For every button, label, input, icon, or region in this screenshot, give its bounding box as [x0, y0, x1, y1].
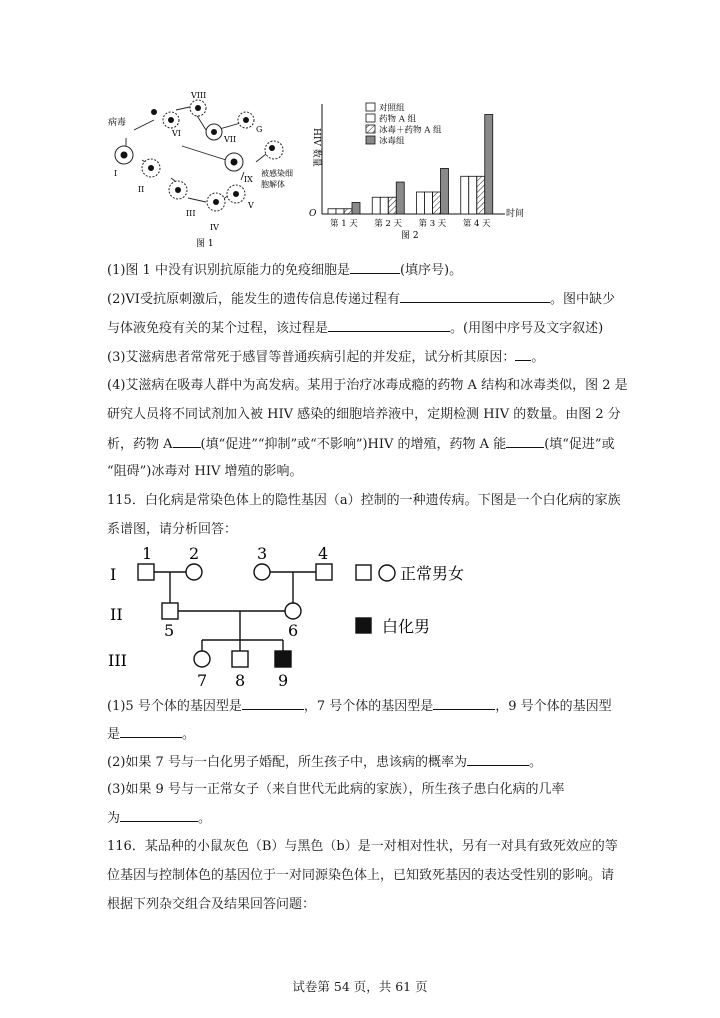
q114-3-text: (3)艾滋病患者常常死于感冒等普通疾病引起的并发症，试分析其原因： [107, 350, 516, 365]
individual-number: 2 [189, 544, 200, 563]
pedigree-chart [100, 540, 520, 690]
chart-legend-swatch [366, 125, 375, 133]
individual-number: 7 [197, 671, 208, 690]
chart-bar [344, 209, 352, 214]
chart-bar [328, 209, 336, 214]
q115-intro-2: 系谱图，请分析回答： [107, 522, 238, 537]
chart-bar [441, 168, 449, 214]
q116-line-1: 116．某品种的小鼠灰色（B）与黑色（b）是一对相对性状，另有一对具有致死效应的等 [107, 839, 618, 854]
chart-bar [388, 197, 396, 214]
answer-blank[interactable] [328, 319, 450, 332]
individual-9-affected-male [275, 651, 291, 667]
chart-legend-label: 冰毒＋药物 A 组 [379, 125, 442, 136]
chart-legend-label: 冰毒组 [379, 136, 405, 147]
generation-label: I [110, 565, 117, 584]
q114-2-text-end: 。图中缺少 [549, 292, 615, 307]
answer-blank[interactable] [467, 753, 529, 766]
individual-number: 1 [142, 544, 153, 563]
q115-2-text: (2)如果 7 号与一白化男子婚配，所生孩子中，患该病的概率为 [107, 755, 467, 770]
answer-blank[interactable] [242, 697, 304, 710]
q115-2-text-end: 。 [528, 755, 542, 770]
chart-legend-label: 对照组 [379, 103, 405, 114]
chart-bar [433, 192, 441, 214]
chart-bar [461, 176, 469, 214]
chart-legend-label: 药物 A 组 [379, 114, 417, 125]
individual-8-male [232, 651, 248, 667]
roman-label: III [186, 209, 196, 218]
roman-label: IV [210, 223, 219, 232]
lysis-label: 胞解体 [261, 180, 285, 189]
answer-blank[interactable] [120, 809, 198, 822]
chart-origin-label: O [309, 209, 317, 219]
q114-4-text: (填“促进”“抑制”或“不影响”)HIV 的增殖，药物 A 能 [200, 437, 507, 452]
generation-label: II [110, 605, 123, 624]
virus-label: 病毒 [108, 118, 127, 128]
individual-3-female [254, 564, 270, 580]
answer-blank[interactable] [515, 348, 531, 361]
answer-blank[interactable] [120, 725, 182, 738]
page-footer: 试卷第 54 页，共 61 页 [292, 979, 428, 994]
individual-number: 4 [318, 544, 329, 563]
chart-bar [372, 197, 380, 214]
roman-label: II [138, 185, 145, 194]
roman-label: V [248, 201, 254, 210]
chart-x-tick-label: 第 2 天 [374, 219, 403, 229]
answer-blank[interactable] [400, 290, 550, 303]
q115-1-text: ，9 号个体的基因型 [495, 699, 612, 714]
chart-bar [469, 176, 477, 214]
chart-legend-swatch [366, 136, 375, 144]
chart-y-axis-label: HIV 数量 [311, 128, 321, 167]
chart-bar [425, 192, 433, 214]
answer-blank[interactable] [506, 435, 544, 448]
q115-item-2 [107, 753, 542, 772]
chart-bar [477, 176, 485, 214]
legend-albino-male-icon [356, 618, 371, 633]
roman-label: IX [244, 175, 253, 184]
q114-item-4-line2: 研究人员将不同试剂加入被 HIV 感染的细胞培养液中，定期检测 HIV 的数量。由图 2 分 [107, 407, 621, 422]
individual-number: 3 [257, 544, 268, 563]
generation-label: III [108, 651, 127, 670]
q115-1-text: 是 [107, 727, 121, 742]
roman-label: VIII [191, 91, 207, 100]
q116-line-3: 根据下列杂交组合及结果回答问题： [107, 897, 316, 912]
q114-item-2 [107, 290, 615, 309]
q115-item-3: (3)如果 9 号与一正常女子（来自世代无此病的家族），所生孩子患白化病的几率 [107, 782, 565, 797]
q115-intro-1: 115．白化病是常染色体上的隐性基因（a）控制的一种遗传病。下图是一个白化病的家族 [107, 493, 621, 508]
q114-1-text: (1)图 1 中没有识别抗原能力的免疫细胞是 [107, 263, 350, 278]
figure-1-caption: 图 1 [196, 239, 214, 249]
individual-2-female [186, 564, 202, 580]
lysis-label: 被感染细 [261, 169, 293, 178]
legend-normal-female-icon [379, 565, 395, 581]
roman-label: VII [224, 135, 237, 144]
q114-item-4-line3 [107, 435, 615, 454]
q114-4-text: (填“促进”或 [544, 437, 615, 452]
q114-3-text-end: 。 [531, 350, 545, 365]
answer-blank[interactable] [173, 435, 201, 448]
individual-1-male [138, 564, 154, 580]
q114-1-text-end: (填序号)。 [399, 263, 463, 278]
chart-bar [417, 192, 425, 214]
chart-x-tick-label: 第 1 天 [330, 219, 358, 229]
chart-x-tick-label: 第 3 天 [418, 219, 447, 229]
q115-1-text: ，7 号个体的基因型是 [303, 699, 434, 714]
chart-bar [336, 209, 344, 214]
legend-albino-label: 白化男 [382, 617, 431, 636]
individual-number: 5 [164, 621, 175, 640]
q115-item-1-cont [107, 725, 195, 744]
figure-2-caption: 图 2 [401, 231, 419, 241]
q114-item-2-cont [107, 319, 603, 338]
individual-4-male [316, 564, 332, 580]
chart-legend-swatch [366, 114, 375, 122]
q115-1-text: (1)5 号个体的基因型是 [107, 699, 242, 714]
individual-number: 6 [288, 621, 299, 640]
q116-line-2: 位基因与控制体色的基因位于一对同源染色体上，已知致死基因的表达受性别的影响。请 [107, 868, 615, 883]
q115-1-text-end: 。 [182, 727, 196, 742]
q115-item-1 [107, 697, 612, 716]
answer-blank[interactable] [433, 697, 495, 710]
individual-5-male [162, 603, 178, 619]
q114-item-4-line1: (4)艾滋病在吸毒人群中为高发病。某用于治疗冰毒成瘾的药物 A 结构和冰毒类似，图 2 是 [107, 378, 628, 393]
q115-item-3-cont [107, 809, 211, 828]
individual-6-female [285, 603, 301, 619]
individual-number: 9 [278, 671, 289, 690]
individual-number: 8 [235, 671, 246, 690]
chart-bar [396, 182, 404, 214]
q114-2-text-end: 。(用图中序号及文字叙述) [450, 321, 604, 336]
q115-3-text: 为 [107, 811, 121, 826]
figure-1-immune-diagram [106, 90, 306, 250]
q114-item-3 [107, 348, 544, 367]
chart-bar [485, 114, 493, 214]
q114-2-text: (2)VI受抗原刺激后，能发生的遗传信息传递过程有 [107, 292, 400, 307]
q114-item-4-line4: “阻碍”)冰毒对 HIV 增殖的影响。 [107, 464, 303, 479]
chart-legend-swatch [366, 103, 375, 111]
figure-2-hiv-bar-chart [300, 92, 540, 242]
q115-3-text-end: 。 [198, 811, 212, 826]
chart-x-axis-label: 时间 [506, 209, 525, 219]
chart-x-tick-label: 第 4 天 [462, 219, 491, 229]
q114-4-text: 析，药物 A [107, 437, 173, 452]
chart-bar [380, 197, 388, 214]
answer-blank[interactable] [350, 261, 400, 274]
g-label: G [256, 125, 263, 134]
chart-bar [352, 202, 360, 214]
individual-7-female [194, 651, 210, 667]
legend-normal-male-icon [356, 565, 371, 580]
legend-normal-label: 正常男女 [400, 564, 465, 583]
q114-item-1 [107, 261, 462, 280]
q114-2-text: 与体液免疫有关的某个过程，该过程是 [107, 321, 329, 336]
roman-label: I [114, 169, 118, 178]
roman-label: VI [172, 129, 181, 138]
